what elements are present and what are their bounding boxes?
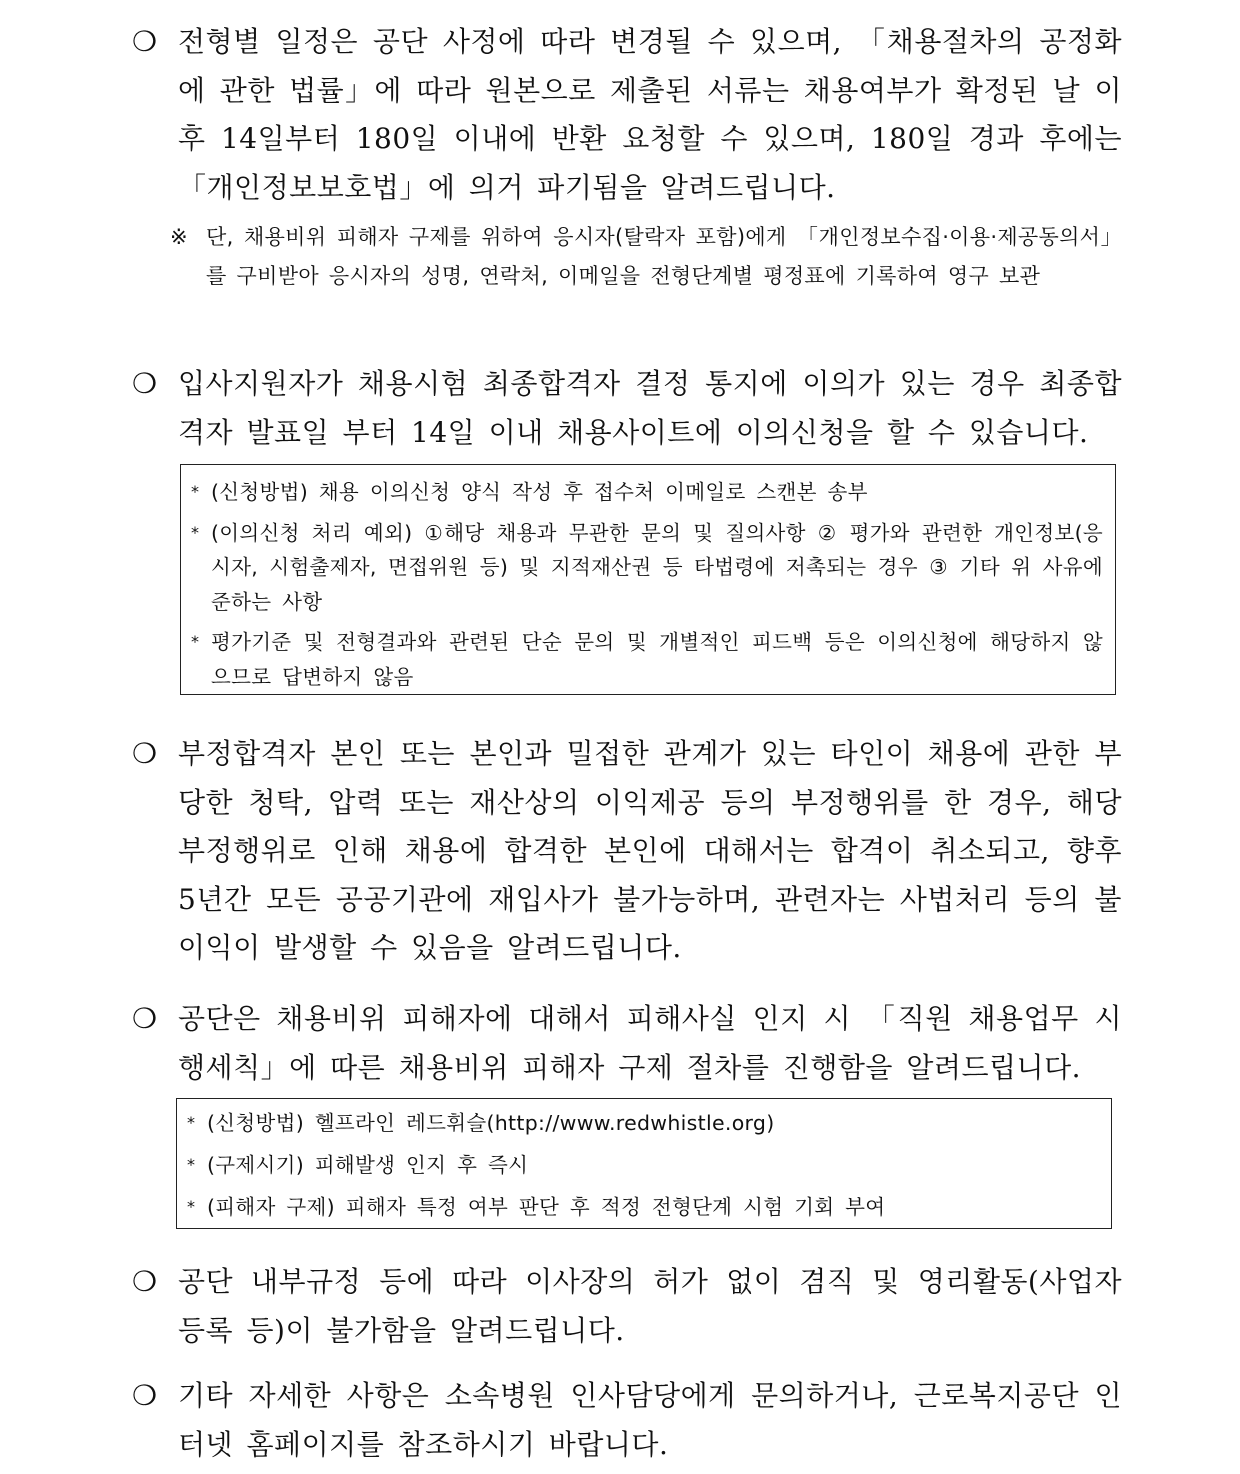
notice-fraudulent-pass [132, 730, 1122, 973]
notice-text: 공단 내부규정 등에 따라 이사장의 허가 없이 겸직 및 영리활동(사업자 등록 등)이 불가함을 알려드립니다. [178, 1265, 1122, 1347]
notice-side-jobs [132, 1258, 1122, 1355]
box-item [191, 516, 1103, 620]
notice-victim-relief [132, 995, 1122, 1092]
bullet-circle-icon: ❍ [132, 367, 158, 400]
asterisk-icon: * [187, 1197, 195, 1216]
box-item [191, 625, 1103, 694]
notice-contact [132, 1372, 1122, 1469]
relief-info-box [176, 1098, 1112, 1229]
asterisk-icon: * [191, 482, 199, 501]
bullet-circle-icon: ❍ [132, 1265, 158, 1298]
asterisk-icon: * [191, 522, 199, 542]
box-item-text: 평가기준 및 전형결과와 관련된 단순 문의 및 개별적인 피드백 등은 이의신청에 해당하지 않으므로 답변하지 않음 [211, 630, 1103, 689]
box-item [187, 1187, 1099, 1227]
box-item-text: (신청방법) 헬프라인 레드휘슬(http://www.redwhistle.org) [207, 1111, 775, 1135]
bullet-circle-icon: ❍ [132, 737, 158, 770]
notice-text: 부정합격자 본인 또는 본인과 밀접한 관계가 있는 타인이 채용에 관한 부당한 청탁, 압력 또는 재산상의 이익제공 등의 부정행위를 한 경우, 해당 부정행위로 인해 채용에 합격한 본인에 대해서는 합격이 취소되고, 향후 5년간 모든 공공기관에 재입사가 불가능하며, 관련자는 사법처리 등의 불이익이 발생할 수 있음을 알려드립니다. [178, 737, 1122, 964]
notice-text: 입사지원자가 채용시험 최종합격자 결정 통지에 이의가 있는 경우 최종합격자 발표일 부터 14일 이내 채용사이트에 이의신청을 할 수 있습니다. [178, 367, 1122, 449]
reference-mark-icon: ※ [170, 225, 188, 249]
notice-schedule-and-documents [132, 18, 1122, 212]
objection-info-box [180, 464, 1116, 695]
notice-text: 기타 자세한 사항은 소속병원 인사담당에게 문의하거나, 근로복지공단 인터넷 홈페이지를 참조하시기 바랍니다. [178, 1379, 1122, 1461]
note-text: 단, 채용비위 피해자 구제를 위하여 응시자(탈락자 포함)에게 「개인정보수집·이용·제공동의서」를 구비받아 응시자의 성명, 연락처, 이메일을 전형단계별 평정표에 기록하여 영구 보관 [206, 225, 1122, 288]
box-item [187, 1145, 1099, 1185]
asterisk-icon: * [191, 632, 199, 651]
box-item [191, 475, 1103, 510]
asterisk-icon: * [187, 1113, 195, 1132]
bullet-circle-icon: ❍ [132, 1002, 158, 1035]
bullet-circle-icon: ❍ [132, 25, 158, 58]
asterisk-icon: * [187, 1155, 195, 1174]
notice-text: 전형별 일정은 공단 사정에 따라 변경될 수 있으며, 「채용절차의 공정화에 관한 법률」에 따라 원본으로 제출된 서류는 채용여부가 확정된 날 이후 14일부터 180일 이내에 반환 요청할 수 있으며, 180일 경과 후에는 「개인정보보호법」에 의거 파기됨을 알려드립니다. [178, 25, 1122, 204]
box-item [187, 1103, 1099, 1143]
box-item-text: (신청방법) 채용 이의신청 양식 작성 후 접수처 이메일로 스캔본 송부 [211, 480, 868, 504]
bullet-circle-icon: ❍ [132, 1379, 158, 1412]
notice-text: 공단은 채용비위 피해자에 대해서 피해사실 인지 시 「직원 채용업무 시행세칙」에 따른 채용비위 피해자 구제 절차를 진행함을 알려드립니다. [178, 1002, 1122, 1084]
box-item-text: (피해자 구제) 피해자 특정 여부 판단 후 적정 전형단계 시험 기회 부여 [207, 1195, 886, 1219]
box-item-text: (이의신청 처리 예외) ①해당 채용과 무관한 문의 및 질의사항 ② 평가와 관련한 개인정보(응시자, 시험출제자, 면접위원 등) 및 지적재산권 등 타법령에 저촉되는 경우 ③ 기타 위 사유에 준하는 사항 [211, 520, 1103, 614]
note-victim-relief-records [170, 218, 1122, 296]
notice-objection [132, 360, 1122, 457]
box-item-text: (구제시기) 피해발생 인지 후 즉시 [207, 1153, 529, 1177]
